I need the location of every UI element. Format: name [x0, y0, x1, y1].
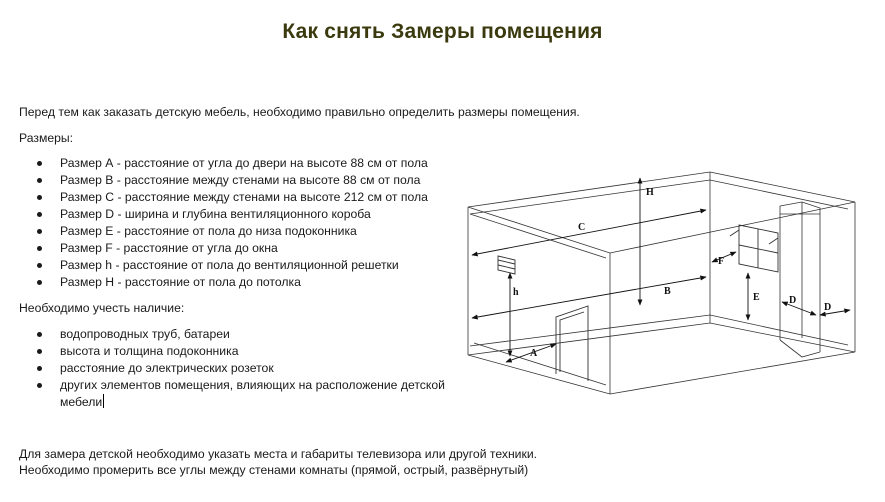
- label-d2: D: [824, 302, 832, 313]
- window: [730, 225, 778, 272]
- label-hh: H: [646, 187, 654, 198]
- label-a: A: [530, 348, 538, 359]
- door: [556, 306, 588, 381]
- list-item: Размер h - расстояние от пола до вентиляционной решетки: [19, 257, 428, 274]
- list-item: Размер D - ширина и глубина вентиляционного короба: [19, 206, 428, 223]
- dimension-c-line: [472, 210, 706, 255]
- label-c: C: [578, 222, 586, 233]
- footer-line-2: Необходимо промерить все углы между стенами комнаты (прямой, острый, развёрнутый): [19, 463, 529, 477]
- list-item: Размер Н - расстояние от пола до потолка: [19, 274, 428, 291]
- list-item: водопроводных труб, батареи: [19, 326, 445, 343]
- footer-line-1: Для замера детской необходимо указать места и габариты телевизора или другой техники.: [19, 447, 538, 461]
- sizes-heading: Размеры:: [19, 131, 74, 145]
- list-item: Размер Е - расстояние от пола до низа подоконника: [19, 223, 428, 240]
- list-item: Размер А - расстояние от угла до двери на высоте 88 см от пола: [19, 155, 428, 172]
- list-item: расстояние до электрических розеток: [19, 360, 445, 377]
- page-title: Как снять Замеры помещения: [282, 20, 603, 43]
- label-h: h: [513, 287, 519, 298]
- intro-text: Перед тем как заказать детскую мебель, необходимо правильно определить размеры помещения.: [19, 105, 580, 119]
- list-item-text: других элементов помещения, влияющих на расположение детской: [60, 378, 445, 392]
- label-f: F: [718, 256, 725, 267]
- list-item-continued: мебели: [60, 395, 103, 409]
- ventilation-box: [780, 202, 820, 357]
- list-item: высота и толщина подоконника: [19, 343, 445, 360]
- vent-grill: [498, 256, 515, 274]
- list-item: Размер В - расстояние между стенами на высоте 88 см от пола: [19, 172, 428, 189]
- list-item: Размер F - расстояние от угла до окна: [19, 240, 428, 257]
- label-d1: D: [789, 295, 797, 306]
- dimension-d1-line: [782, 302, 816, 315]
- dimension-b-line: [472, 277, 706, 318]
- room-outline: [468, 172, 855, 394]
- consider-heading: Необходимо учесть наличие:: [19, 301, 185, 315]
- list-item: Размер С - расстояние между стенами на высоте 212 см от пола: [19, 189, 428, 206]
- label-b: B: [664, 286, 671, 297]
- label-e: E: [753, 292, 760, 303]
